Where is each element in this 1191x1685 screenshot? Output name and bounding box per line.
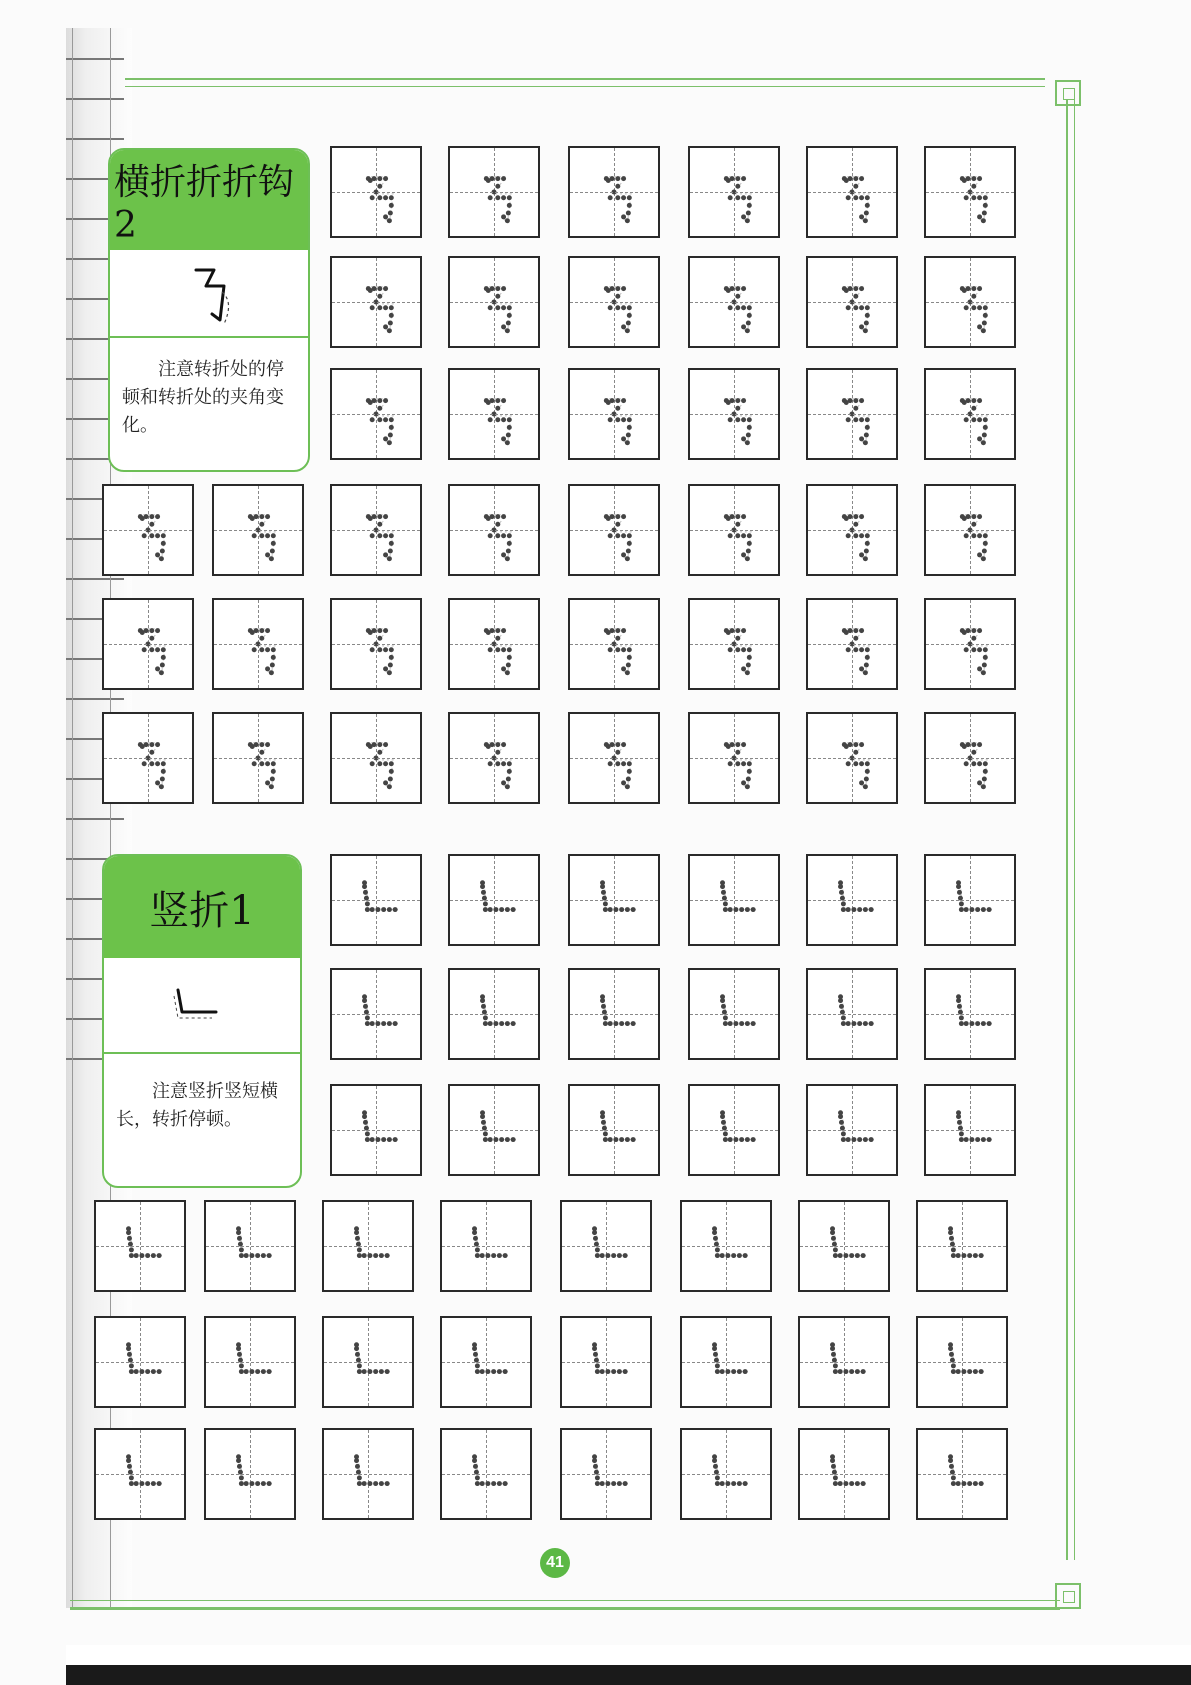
practice-cell[interactable] [568,598,660,690]
trace-glyph [570,970,658,1058]
practice-cell[interactable] [448,598,540,690]
trace-glyph [96,1202,184,1290]
trace-glyph [214,600,302,688]
practice-cell[interactable] [568,368,660,460]
trace-glyph [926,148,1014,236]
trace-glyph [450,370,538,458]
trace-glyph [808,370,896,458]
practice-cell[interactable] [448,1084,540,1176]
trace-glyph [926,714,1014,802]
trace-glyph [690,856,778,944]
trace-glyph [690,148,778,236]
practice-cell[interactable] [440,1316,532,1408]
practice-cell[interactable] [924,712,1016,804]
adjacent-page-line [66,138,124,140]
trace-glyph [926,1086,1014,1174]
adjacent-page-rule [72,28,73,1608]
trace-glyph [682,1202,770,1290]
practice-cell[interactable] [924,854,1016,946]
trace-glyph [332,856,420,944]
trace-glyph [808,258,896,346]
trace-glyph [450,486,538,574]
practice-cell[interactable] [806,968,898,1060]
trace-glyph [562,1430,650,1518]
practice-cell[interactable] [322,1200,414,1292]
practice-cell[interactable] [330,712,422,804]
practice-cell[interactable] [212,598,304,690]
trace-glyph [96,1430,184,1518]
practice-cell[interactable] [204,1316,296,1408]
page-number: 41 [540,1548,570,1578]
practice-cell[interactable] [806,598,898,690]
trace-glyph [690,1086,778,1174]
trace-glyph [690,370,778,458]
practice-cell[interactable] [448,854,540,946]
practice-cell[interactable] [330,854,422,946]
practice-cell[interactable] [688,968,780,1060]
trace-glyph [808,714,896,802]
trace-glyph [690,600,778,688]
practice-cell[interactable] [568,968,660,1060]
practice-cell[interactable] [448,484,540,576]
stroke-note: 注意竖折竖短横长，转折停顿。 [116,1081,278,1130]
trace-glyph [808,148,896,236]
trace-glyph [690,258,778,346]
practice-cell[interactable] [448,968,540,1060]
trace-glyph [570,258,658,346]
trace-glyph [450,600,538,688]
adjacent-page-line [66,58,124,60]
practice-cell[interactable] [798,1200,890,1292]
practice-cell[interactable] [560,1200,652,1292]
practice-cell[interactable] [688,1084,780,1176]
trace-glyph [926,600,1014,688]
trace-glyph [926,856,1014,944]
trace-glyph [324,1318,412,1406]
trace-glyph [104,600,192,688]
trace-glyph [324,1430,412,1518]
trace-glyph [332,600,420,688]
trace-glyph [442,1430,530,1518]
trace-glyph [332,148,420,236]
trace-glyph [332,1086,420,1174]
practice-cell[interactable] [94,1200,186,1292]
practice-cell[interactable] [680,1428,772,1520]
trace-glyph [570,148,658,236]
trace-glyph [690,486,778,574]
trace-glyph [918,1318,1006,1406]
practice-cell[interactable] [798,1316,890,1408]
practice-cell[interactable] [688,854,780,946]
practice-cell[interactable] [568,854,660,946]
practice-cell[interactable] [924,256,1016,348]
practice-cell[interactable] [94,1428,186,1520]
practice-cell[interactable] [204,1428,296,1520]
practice-cell[interactable] [448,368,540,460]
practice-cell[interactable] [688,598,780,690]
practice-cell[interactable] [806,256,898,348]
practice-cell[interactable] [568,484,660,576]
trace-glyph [206,1430,294,1518]
trace-glyph [442,1318,530,1406]
stroke-panel-2 [102,854,302,1188]
adjacent-page-line [66,698,124,700]
stroke-demo-glyph [110,250,308,336]
trace-glyph [442,1202,530,1290]
practice-cell[interactable] [560,1428,652,1520]
trace-glyph [800,1318,888,1406]
practice-cell[interactable] [680,1200,772,1292]
practice-cell[interactable] [330,968,422,1060]
trace-glyph [808,600,896,688]
trace-glyph [808,486,896,574]
practice-cell[interactable] [212,712,304,804]
practice-cell[interactable] [806,1084,898,1176]
practice-cell[interactable] [924,368,1016,460]
practice-cell[interactable] [806,854,898,946]
stroke-demo-area [110,250,308,338]
trace-glyph [104,714,192,802]
practice-cell[interactable] [102,484,194,576]
stroke-demo-glyph [104,958,300,1052]
trace-glyph [214,714,302,802]
practice-cell[interactable] [322,1428,414,1520]
trace-glyph [206,1202,294,1290]
trace-glyph [926,486,1014,574]
trace-glyph [570,856,658,944]
trace-glyph [332,714,420,802]
trace-glyph [562,1202,650,1290]
practice-cell[interactable] [924,484,1016,576]
stroke-title: 横折折折钩2 [110,150,308,250]
practice-cell[interactable] [924,968,1016,1060]
trace-glyph [800,1202,888,1290]
trace-glyph [808,1086,896,1174]
trace-glyph [104,486,192,574]
trace-glyph [562,1318,650,1406]
practice-cell[interactable] [560,1316,652,1408]
practice-cell[interactable] [568,712,660,804]
practice-cell[interactable] [330,484,422,576]
practice-cell[interactable] [94,1316,186,1408]
corner-ornament-top [1055,80,1081,106]
adjacent-page-line [66,578,124,580]
practice-cell[interactable] [204,1200,296,1292]
practice-cell[interactable] [806,368,898,460]
trace-glyph [450,970,538,1058]
practice-cell[interactable] [330,146,422,238]
trace-glyph [332,970,420,1058]
practice-cell[interactable] [568,256,660,348]
trace-glyph [690,714,778,802]
practice-cell[interactable] [924,146,1016,238]
practice-cell[interactable] [322,1316,414,1408]
practice-cell[interactable] [916,1200,1008,1292]
stroke-panel-1 [108,148,310,472]
frame-top-border [125,78,1045,87]
trace-glyph [570,1086,658,1174]
practice-cell[interactable] [330,598,422,690]
trace-glyph [96,1318,184,1406]
trace-glyph [690,970,778,1058]
trace-glyph [450,856,538,944]
practice-cell[interactable] [806,146,898,238]
practice-cell[interactable] [440,1428,532,1520]
practice-cell[interactable] [330,368,422,460]
practice-cell[interactable] [568,146,660,238]
practice-cell[interactable] [448,712,540,804]
practice-cell[interactable] [102,712,194,804]
trace-glyph [918,1202,1006,1290]
trace-glyph [450,714,538,802]
trace-glyph [808,856,896,944]
practice-cell[interactable] [440,1200,532,1292]
practice-cell[interactable] [330,256,422,348]
practice-cell[interactable] [568,1084,660,1176]
practice-cell[interactable] [924,598,1016,690]
corner-ornament-bottom [1055,1583,1081,1609]
practice-cell[interactable] [806,712,898,804]
trace-glyph [332,258,420,346]
practice-cell[interactable] [916,1428,1008,1520]
trace-glyph [324,1202,412,1290]
practice-cell[interactable] [330,1084,422,1176]
practice-cell[interactable] [688,146,780,238]
trace-glyph [570,600,658,688]
trace-glyph [800,1430,888,1518]
stroke-title: 竖折1 [104,856,300,958]
trace-glyph [926,370,1014,458]
adjacent-page-line [66,98,124,100]
trace-glyph [570,714,658,802]
practice-cell[interactable] [680,1316,772,1408]
trace-glyph [926,970,1014,1058]
scan-edge [66,1645,1191,1685]
stroke-demo-area [104,958,300,1054]
trace-glyph [570,486,658,574]
trace-glyph [682,1430,770,1518]
practice-cell[interactable] [102,598,194,690]
practice-cell[interactable] [916,1316,1008,1408]
practice-cell[interactable] [924,1084,1016,1176]
trace-glyph [450,1086,538,1174]
practice-cell[interactable] [798,1428,890,1520]
practice-cell[interactable] [688,256,780,348]
trace-glyph [808,970,896,1058]
frame-bottom-border [70,1600,1060,1610]
trace-glyph [450,258,538,346]
practice-cell[interactable] [448,256,540,348]
trace-glyph [570,370,658,458]
trace-glyph [206,1318,294,1406]
trace-glyph [332,370,420,458]
trace-glyph [682,1318,770,1406]
trace-glyph [450,148,538,236]
practice-cell[interactable] [688,484,780,576]
trace-glyph [214,486,302,574]
practice-cell[interactable] [806,484,898,576]
trace-glyph [926,258,1014,346]
practice-cell[interactable] [688,368,780,460]
stroke-note: 注意转折处的停顿和转折处的夹角变化。 [122,359,284,436]
trace-glyph [332,486,420,574]
practice-cell[interactable] [212,484,304,576]
practice-cell[interactable] [448,146,540,238]
adjacent-page-line [66,818,124,820]
practice-cell[interactable] [688,712,780,804]
frame-right-border [1066,100,1075,1560]
trace-glyph [918,1430,1006,1518]
